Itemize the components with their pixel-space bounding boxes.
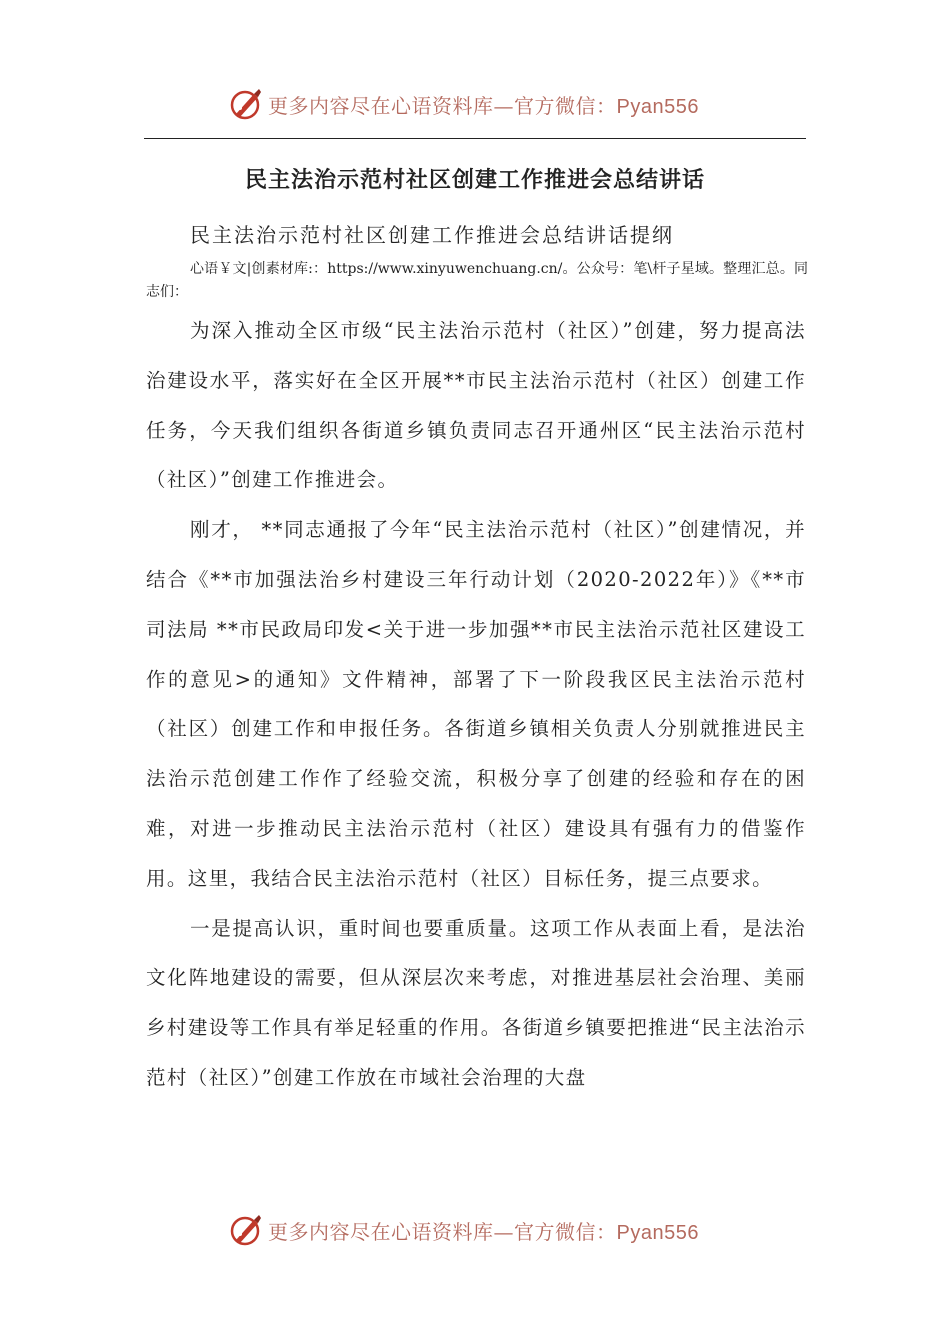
header-wechat-handle: Pyan556: [616, 95, 699, 118]
footer-banner-text: 更多内容尽在心语资料库—官方微信：Pyan556: [268, 1219, 699, 1244]
document-subtitle: 民主法治示范村社区创建工作推进会总结讲话提纲: [190, 223, 674, 247]
pen-logo-icon: [228, 1212, 264, 1248]
document-body: [146, 306, 806, 1103]
footer-banner: [228, 1210, 699, 1250]
header-divider: [144, 138, 806, 139]
pen-logo-icon: [228, 86, 264, 122]
source-line: 心语￥文|创素材库:：https://www.xinyuwenchuang.cn/。公众号：笔\杆子星域。整理汇总。同志们：: [146, 261, 808, 300]
body-paragraph: 一是提高认识，重时间也要重质量。这项工作从表面上看，是法治文化阵地建设的需要，但从深层次来考虑，对推进基层社会治理、美丽乡村建设等工作具有举足轻重的作用。各街道乡镇要把推进“民主法治示范村（社区）”创建工作放在市域社会治理的大盘: [146, 916, 806, 1089]
document-title: 民主法治示范村社区创建工作推进会总结讲话: [244, 167, 705, 193]
header-banner: [228, 84, 699, 124]
footer-wechat-handle: Pyan556: [616, 1221, 699, 1244]
header-banner-text: 更多内容尽在心语资料库—官方微信：Pyan556: [268, 93, 699, 118]
body-paragraph: 为深入推动全区市级“民主法治示范村（社区）”创建，努力提高法治建设水平，落实好在全区开展**市民主法治示范村（社区）创建工作任务，今天我们组织各街道乡镇负责同志召开通州区“民主法治示范村（社区）”创建工作推进会。: [146, 319, 806, 492]
body-paragraph: 刚才， **同志通报了今年“民主法治示范村（社区）”创建情况，并结合《**市加强法治乡村建设三年行动计划（2020-2022年）》《**市司法局 **市民政局印发<关于进一步加强**市民主法治示范社区建设工作的意见>的通知》文件精神，部署了下一阶段我区民主法治示范村（社区）创建工作和申报任务。各街道乡镇相关负责人分别就推进民主法治示范创建工作作了经验交流，积极分享了创建的经验和存在的困难，对进一步推动民主法治示范村（社区）建设具有强有力的借鉴作用。这里，我结合民主法治示范村（社区）目标任务，提三点要求。: [146, 518, 806, 890]
